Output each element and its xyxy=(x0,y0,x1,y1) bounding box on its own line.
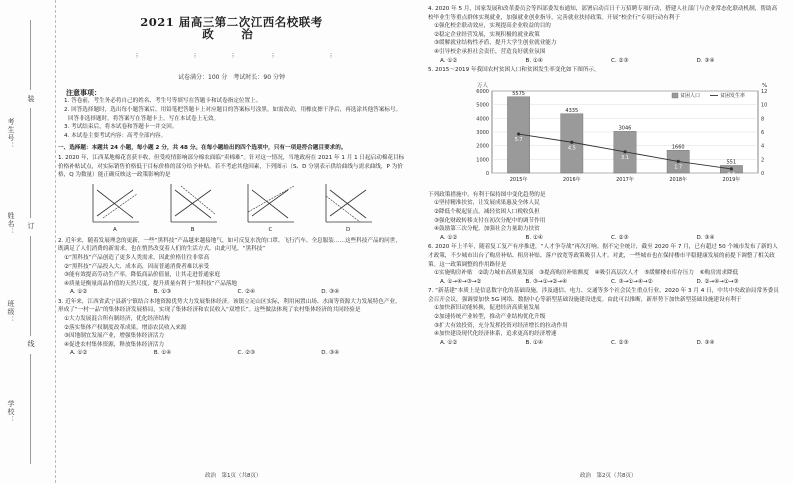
note-item: 1. 答卷前，考生务必将自己的姓名、考生号等填写在答题卡和试卷指定位置上。 xyxy=(64,98,262,105)
question-2-option: ②“黑科技”产品投入大、成本高，因而普通消费者难以承受 xyxy=(64,263,210,270)
choice-a: A. ①② xyxy=(440,339,458,346)
poverty-rate-point xyxy=(570,140,573,143)
question-7-option: ②加速传统产业转型，推动产业结构优化升级 xyxy=(434,314,546,321)
supply-demand-graph xyxy=(322,182,374,226)
question-1-figures xyxy=(58,180,405,236)
choice-a: A. ①② xyxy=(440,234,458,241)
question-3-choices xyxy=(58,349,405,358)
choice-d: D. ③④ xyxy=(321,289,340,296)
question-3-stem: 3. 近年来，江西省武宁县新宁镇结合本地资源优势大力发展集体经济。该镇立足山区实际，利用闲置山场、水面等资源大力发展特色产业，形成了“一村一品”的集体经济发展格局，实现了集体经济和农民收入“双增长”。这些做法体现了农村集体经济的共同经验是 xyxy=(58,298,401,314)
supply-demand-figure-c xyxy=(240,182,300,236)
choice-a: A. ①→④→③→② xyxy=(440,278,482,285)
question-4-stem: 4. 2020 年 5 月，国家发展和改革委员会等四部委发布通知，部署启动百日千万招聘专项行动，搭建人社部门与企业常态化联动机制，帮助高校毕业生等重点群体实现就业，加强就业创业指导，完善就业扶持政策。开展“校企行”专项行动有利于 xyxy=(428,6,778,21)
choice-c: C. ②③ xyxy=(237,350,255,357)
poverty-rate-point xyxy=(730,167,733,170)
poverty-chart-container xyxy=(458,77,788,189)
question-3-option: ②落实集体产权制度改革成果，增添农民收入来源 xyxy=(64,324,187,331)
choice-c: C. ②③ xyxy=(611,57,629,64)
question-2-option: ④质量是衡量商品价值的天然尺度，提升质量有利于“黑科技”产品落地 xyxy=(64,280,238,287)
binding-line xyxy=(30,236,31,336)
question-3-option: ④促进农村集体资源，释放集体经济活力 xyxy=(64,341,165,348)
rate-value-label: 5.7 xyxy=(514,136,523,143)
left-axis-label: 万人 xyxy=(476,82,488,89)
question-4-choices xyxy=(428,57,782,66)
question-7-option: ④加快建设现代化经济体系，追求更高的经济增速 xyxy=(434,331,557,338)
choice-d: D. ③④ xyxy=(696,57,715,64)
choice-c: C. ③→①→④→② xyxy=(611,278,653,285)
choice-c: C. ②④ xyxy=(237,289,255,296)
stamp-mark: ⁝ xyxy=(231,52,235,61)
right-column xyxy=(428,4,782,347)
exam-info: 试卷满分：100 分 考试时长：90 分钟 xyxy=(178,74,285,82)
left-tick-label: 2000 xyxy=(476,143,489,150)
question-2-choices xyxy=(58,288,405,297)
binding-line xyxy=(30,20,31,90)
category-label: 2018年 xyxy=(669,176,688,183)
question-5-option: ④鼓励第三次分配，加强社会力量助力扶贫 xyxy=(434,226,540,233)
choice-c: C. ②③ xyxy=(611,234,629,241)
left-tick-label: 6000 xyxy=(476,88,489,95)
right-tick-label: 6 xyxy=(761,129,765,136)
legend-line-label: 贫困发生率 xyxy=(720,92,746,99)
choice-a: A. ①② xyxy=(70,289,88,296)
binding-strip xyxy=(0,0,56,483)
binding-line xyxy=(30,354,31,464)
right-tick-label: 10 xyxy=(761,102,768,109)
question-3-option: ①大力发展混合所有制经济，优化经济结构 xyxy=(64,316,170,323)
right-tick-label: 12 xyxy=(761,88,768,95)
question-4-option: ④引导校企承担社会责任，营造良好就业氛围 xyxy=(434,48,546,55)
candidate-number-label: 考生号： xyxy=(7,118,15,150)
exam-subject: 政 治 xyxy=(202,26,261,41)
question-5-stem: 5. 2015～2019 年我国农村贫困人口和贫困发生率变化如下图所示。 xyxy=(428,67,600,74)
question-7-option: ③扩大有效投资，充分发挥投资对经济增长的拉动作用 xyxy=(434,322,568,329)
legend-bar-label: 贫困人口 xyxy=(680,92,701,99)
choice-b: B. ①④ xyxy=(525,339,543,346)
question-7-choices xyxy=(428,339,782,348)
rate-value-label: 4.5 xyxy=(567,145,576,151)
category-label: 2016年 xyxy=(562,176,581,183)
category-label: 2017年 xyxy=(616,176,634,183)
question-5-option: ③强化财政转移支付在初次分配中的调节作用 xyxy=(434,217,546,224)
choice-b: B. ③→①→②→④ xyxy=(525,278,568,285)
supply-demand-figure-d xyxy=(318,182,378,236)
question-5-choices xyxy=(428,234,782,243)
question-7-stem: 7. “新基建”本质上是信息数字化的基础设施，涉及通信、电力、交通等多个社会民生重点行业。2020 年 3 月 4 日，中共中央政治局常务委员会召开会议，强调要加快 5G 网络、数据中心等新型基础设施建设进度。由此可以推断，新形势下加快新型基础设施建设有利于 xyxy=(428,288,779,303)
stamp-mark: ⁝ xyxy=(329,52,333,61)
figure-label: C xyxy=(268,226,273,233)
left-tick-label: 0 xyxy=(485,170,489,177)
note-item: 2. 回答选择题时，选出每小题答案后，用铅笔把答题卡上对应题目的答案标号涂黑。如需改动，用橡皮擦干净后，再选涂其他答案标号。回答非选择题时，将答案写在答题卡上。写在本试卷上无效。 xyxy=(64,106,402,122)
question-2-option: ③能有效提高劳动生产率，降低商品价值量，让其走进普通家庭 xyxy=(64,272,221,279)
school-label: 学校： xyxy=(7,400,15,424)
right-tick-label: 0 xyxy=(761,170,765,177)
choice-d: D. ③④ xyxy=(696,234,715,241)
stamp-mark: ⁝ xyxy=(193,52,197,61)
choice-b: B. ①④ xyxy=(525,234,543,241)
question-4-option: ③缓解就业结构性矛盾，提升大学生创业就业能力 xyxy=(434,40,557,47)
question-7-option: ①加快新旧动能转换，促进经济高质量发展 xyxy=(434,305,540,312)
question-6-stem: 6. 2020 年上半年，随着复工复产有序推进，“人才争夺战”再次打响。据不完全统计，截至 2020 年 7 月，已有超过 50 个城市发布了新的人才政策，不少城市出台了购房补贴、租房补贴、落户放宽等政策吸引人才。对此，一些城市也在保持楼市平稳健康发展的前提下调整了相关政策。这一政策调整的作用路径是 xyxy=(428,244,778,268)
choice-d: D. ③④ xyxy=(696,339,715,346)
stamp-mark: ⁝ xyxy=(271,52,275,61)
choice-b: B. ①④ xyxy=(153,350,172,357)
notes-heading: 注意事项： xyxy=(66,88,101,97)
choice-a: A. ①② xyxy=(440,57,458,64)
question-4-option: ②稳定企业经营发展，实现积极的就业政策 xyxy=(434,31,540,38)
bar-value-label: 551 xyxy=(726,159,737,166)
supply-demand-figure-a xyxy=(85,182,145,236)
poverty-chart xyxy=(458,77,788,189)
left-tick-label: 1000 xyxy=(476,157,489,164)
left-tick-label: 3000 xyxy=(476,129,489,136)
figure-label: A xyxy=(112,226,117,233)
note-item: 4. 本试卷主要考试内容：高考全部内容。 xyxy=(64,132,167,139)
choice-d: D. ③④ xyxy=(321,350,340,357)
question-5-option: ②降低个税起征点，减轻贫困人口税收负担 xyxy=(434,208,540,215)
exam-title: 2021 届高三第二次江西名校联考 xyxy=(140,15,323,29)
page-footer-left: 政治 第1页（共8页） xyxy=(205,473,262,479)
right-tick-label: 8 xyxy=(761,116,765,123)
choice-d: D. ②→④→①→③ xyxy=(696,278,739,285)
supply-demand-graph xyxy=(244,182,296,226)
rate-value-label: 1.7 xyxy=(674,164,683,171)
right-tick-label: 4 xyxy=(761,143,765,150)
question-5-option: ①坚持精准扶贫，让发展成果惠及全体人民 xyxy=(434,200,540,207)
rate-value-label: 3.1 xyxy=(621,154,629,161)
left-tick-label: 4000 xyxy=(476,116,489,123)
binding-mark-ding: 订 xyxy=(27,222,35,230)
legend-bar-swatch xyxy=(672,93,678,98)
poverty-rate-point xyxy=(677,160,680,163)
section-heading: 一、选择题：本题共 24 小题，每小题 2 分，共 48 分。在每小题给出的四个选项中，只有一项是符合题目要求的。 xyxy=(58,145,347,152)
category-label: 2015年 xyxy=(509,176,528,183)
supply-demand-figure-b xyxy=(163,182,223,236)
question-4-option: ①强化校企联动效应，实现提高企业收益的目的 xyxy=(434,23,551,30)
binding-mark-zhuang: 装 xyxy=(27,95,35,103)
question-5-after: 下列政策措施中，有利于保持图中变化趋势的是 xyxy=(428,191,546,198)
supply-demand-graph xyxy=(89,182,141,226)
left-tick-label: 5000 xyxy=(476,102,489,109)
right-axis-label: % xyxy=(762,82,768,89)
choice-a: A. ①② xyxy=(70,350,88,357)
bar-value-label: 1660 xyxy=(671,144,685,151)
left-column xyxy=(58,0,405,358)
category-label: 2019年 xyxy=(722,176,741,183)
note-item: 3. 考试结束后，将本试卷和答题卡一并交回。 xyxy=(64,124,178,131)
bar-value-label: 4335 xyxy=(565,107,579,114)
binding-line xyxy=(30,108,31,218)
right-tick-label: 2 xyxy=(761,157,765,164)
bar-value-label: 5575 xyxy=(512,90,525,97)
binding-mark-xian: 线 xyxy=(27,340,35,348)
class-label: 班级： xyxy=(7,300,15,324)
rate-value-label: 0.6 xyxy=(727,171,736,178)
question-2-stem: 2. 近年来，随着发展理念的更新，一些“黑科技”产品越来越接地气，如可反复水洗的口罩、飞行汽车、全息服装……这些科技产品的问世，既满足了人们消费的新需求，也在悄然改变着人们的生活方式。由此可见，“黑科技” xyxy=(58,237,401,253)
figure-label: D xyxy=(346,226,351,233)
figure-label: B xyxy=(190,226,195,233)
question-1-stem: 1. 2020 年，江西某地棉花喜获丰收，但受疫情影响部分棉农面临“卖棉难”。针对这一情况，当地政府在 2021 年 1 月 1 日起启动棉花目标价格补贴试点，对实际销售价格低于目标价格的部分给予补贴。若不考虑其他因素，下列图示（S、D 分别表示供给曲线与需求曲线，P 为价格，Q 为数量）能正确反映这一政策影响的是 xyxy=(58,154,405,179)
poverty-rate-point xyxy=(517,132,520,135)
name-label: 姓名： xyxy=(7,212,15,236)
stamp-mark: ⁝ xyxy=(135,52,139,61)
question-2-option: ①“黑科技”产品创造了更多人类需求，因此价格往往非常高 xyxy=(64,254,210,261)
poverty-rate-point xyxy=(623,150,626,153)
choice-b: B. ①③ xyxy=(153,289,172,296)
choice-c: C. ②③ xyxy=(611,339,629,346)
question-3-option: ③因地制宜发展产业，增强集体经济活力 xyxy=(64,333,165,340)
page-footer-right: 政治 第2页（共8页） xyxy=(580,473,637,479)
supply-demand-graph xyxy=(167,182,219,226)
question-6-path-items: ①实施购房补贴 ②助力城市高质量发展 ③提高购房补贴额度 ④吸引高层次人才 ⑤缓解楼市库存压力 ⑥购房需求降低 xyxy=(434,270,739,277)
bar-value-label: 3046 xyxy=(618,125,632,132)
stamp-area xyxy=(58,40,405,74)
choice-b: B. ①④ xyxy=(525,57,543,64)
question-6-choices xyxy=(428,278,782,287)
